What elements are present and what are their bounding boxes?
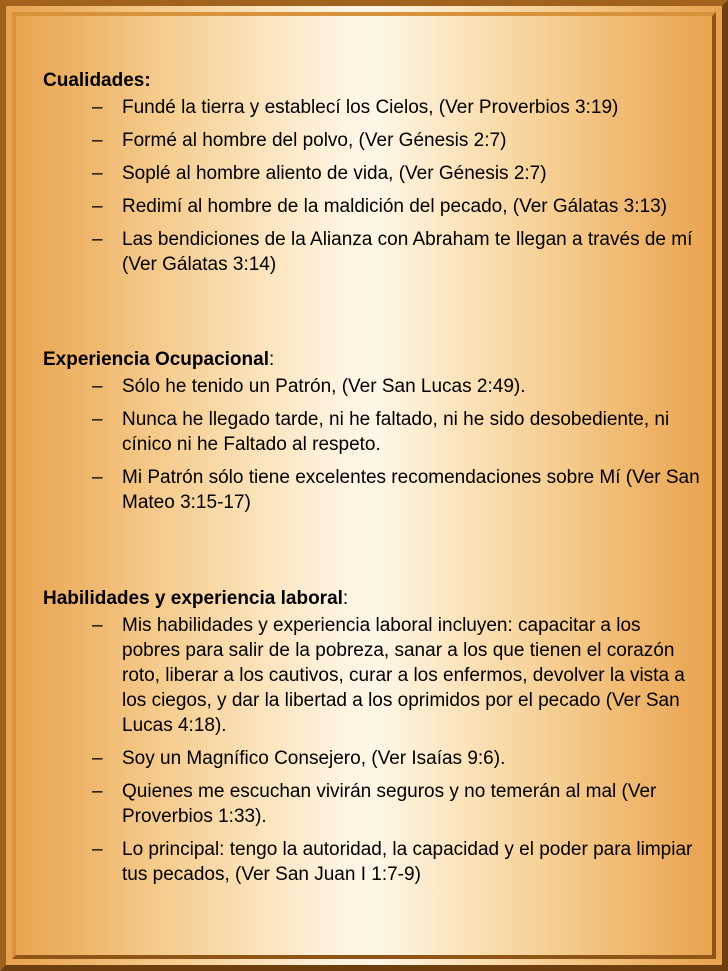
dash-bullet-icon: –: [92, 130, 103, 151]
list-item: – Formé al hombre del polvo, (Ver Génesis 2:7): [92, 130, 507, 151]
list-item: – Sólo he tenido un Patrón, (Ver San Lucas 2:49).: [92, 376, 526, 397]
dash-bullet-icon: –: [92, 781, 103, 802]
dash-bullet-icon: –: [92, 467, 103, 488]
dash-bullet-icon: –: [92, 839, 103, 860]
dash-bullet-icon: –: [92, 229, 103, 250]
dash-bullet-icon: –: [92, 163, 103, 184]
list-item: – Quienes me escuchan vivirán seguros y no temerán al mal (Ver Proverbios 1:33).: [92, 781, 657, 827]
dash-bullet-icon: –: [92, 615, 103, 636]
list-item: – Fundé la tierra y establecí los Cielos, (Ver Proverbios 3:19): [92, 97, 619, 118]
section-spacer: [43, 285, 703, 347]
list-item: – Soplé al hombre aliento de vida, (Ver Génesis 2:7): [92, 163, 547, 184]
section-heading: Experiencia Ocupacional:: [43, 349, 275, 370]
dash-bullet-icon: –: [92, 97, 103, 118]
bullet-list: [43, 374, 703, 515]
section-cualidades: [43, 68, 703, 277]
section-spacer: [43, 523, 703, 586]
dash-bullet-icon: –: [92, 748, 103, 769]
section-heading: Cualidades:: [43, 70, 151, 91]
dash-bullet-icon: –: [92, 409, 103, 430]
bullet-list: [43, 613, 703, 887]
list-item: – Las bendiciones de la Alianza con Abraham te llegan a través de mí (Ver Gálatas 3:14): [92, 229, 693, 275]
bullet-list: [43, 95, 703, 277]
list-item: – Lo principal: tengo la autoridad, la capacidad y el poder para limpiar tus pecados, (Ver San Juan I 1:7-9): [92, 839, 693, 885]
list-item: – Redimí al hombre de la maldición del pecado, (Ver Gálatas 3:13): [92, 196, 667, 217]
slide-content: [43, 68, 703, 895]
dash-bullet-icon: –: [92, 376, 103, 397]
section-experiencia-ocupacional: [43, 347, 703, 515]
list-item: – Mi Patrón sólo tiene excelentes recomendaciones sobre Mí (Ver San Mateo 3:15-17): [92, 467, 700, 513]
section-heading: Habilidades y experiencia laboral:: [43, 588, 349, 609]
list-item: – Nunca he llegado tarde, ni he faltado, ni he sido desobediente, ni cínico ni he Faltado al respeto.: [92, 409, 670, 455]
dash-bullet-icon: –: [92, 196, 103, 217]
list-item: – Soy un Magnífico Consejero, (Ver Isaías 9:6).: [92, 748, 506, 769]
list-item: – Mis habilidades y experiencia laboral incluyen: capacitar a los pobres para salir de la pobreza, sanar a los que tienen el corazón roto, liberar a los cautivos, curar a los enfermos, devolver la vista a los ciegos, y dar la libertad a los oprimidos por el pecado (Ver San Lucas 4:18).: [92, 615, 685, 736]
section-habilidades: [43, 586, 703, 887]
